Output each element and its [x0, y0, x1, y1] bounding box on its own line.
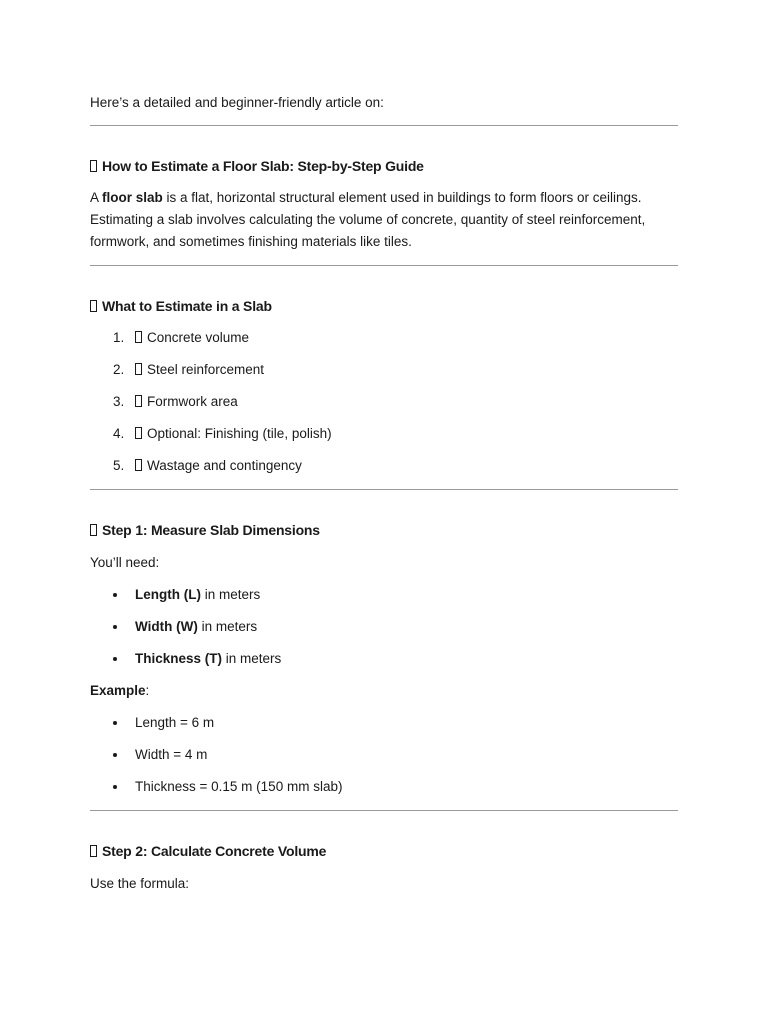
list-item-text: Thickness = 0.15 m (150 mm slab) [135, 779, 343, 794]
list-item-text: Optional: Finishing (tile, polish) [147, 426, 332, 441]
bullet-icon [113, 785, 117, 789]
square-emoji-icon [135, 395, 142, 407]
list-item-content [135, 361, 264, 379]
divider [90, 810, 678, 811]
intro-paragraph-prefix: A [90, 190, 103, 205]
square-emoji-icon [135, 363, 142, 375]
list-item-text: in meters [222, 651, 282, 666]
what-heading [90, 297, 272, 315]
list-item-text: Concrete volume [147, 330, 250, 345]
divider [90, 125, 678, 126]
step1-lead: You’ll need: [90, 555, 160, 570]
square-emoji-icon [135, 459, 142, 471]
list-item-content [135, 457, 302, 475]
list-number: 5. [113, 458, 125, 473]
example-label-colon: : [145, 683, 150, 698]
list-item-bold: Thickness (T) [135, 651, 223, 666]
list-number: 3. [113, 394, 125, 409]
example-label-text: Example [90, 683, 146, 698]
intro-line: Here’s a detailed and beginner-friendly article on: [90, 95, 384, 110]
divider [90, 489, 678, 490]
list-item-text: Length = 6 m [135, 715, 215, 730]
step2-lead: Use the formula: [90, 876, 190, 891]
intro-paragraph-rest: is a flat, horizontal structural element used in buildings to form floors or ceilings. Estimating a slab involves calculating the volume of concrete, quantity of steel reinforcement, formwork, and sometimes finishing materials like tiles. [90, 190, 646, 249]
list-item-content [135, 650, 281, 668]
list-item-bold: Length (L) [135, 587, 201, 602]
divider [90, 265, 678, 266]
list-item-text: Formwork area [147, 394, 238, 409]
square-emoji-icon [90, 524, 97, 536]
list-item-bold: Width (W) [135, 619, 198, 634]
list-item-text: Steel reinforcement [147, 362, 265, 377]
article-title-text: How to Estimate a Floor Slab: Step-by-Step Guide [102, 158, 424, 174]
list-item-text: Wastage and contingency [147, 458, 302, 473]
list-item-text: Width = 4 m [135, 747, 208, 762]
list-number: 4. [113, 426, 125, 441]
intro-paragraph-bold: floor slab [102, 190, 163, 205]
list-item-content [135, 586, 260, 604]
bullet-icon [113, 657, 117, 661]
list-item-content [135, 425, 332, 443]
square-emoji-icon [135, 331, 142, 343]
list-item-text: in meters [197, 619, 258, 634]
step2-heading [90, 842, 326, 860]
article-title [90, 157, 424, 175]
list-item-text: in meters [200, 587, 261, 602]
list-item-content [135, 618, 257, 636]
bullet-icon [113, 721, 117, 725]
step2-heading-text: Step 2: Calculate Concrete Volume [102, 843, 327, 859]
intro-paragraph [90, 187, 678, 253]
square-emoji-icon [135, 427, 142, 439]
what-heading-text: What to Estimate in a Slab [102, 298, 272, 314]
bullet-icon [113, 593, 117, 597]
bullet-icon [113, 625, 117, 629]
list-number: 2. [113, 362, 125, 377]
step1-heading [90, 521, 320, 539]
list-item-content [135, 393, 238, 411]
square-emoji-icon [90, 300, 97, 312]
square-emoji-icon [90, 160, 97, 172]
list-number: 1. [113, 330, 125, 345]
document-page [90, 0, 678, 1024]
example-label [90, 682, 149, 700]
step1-heading-text: Step 1: Measure Slab Dimensions [102, 522, 320, 538]
square-emoji-icon [90, 845, 97, 857]
bullet-icon [113, 753, 117, 757]
list-item-content [135, 329, 249, 347]
